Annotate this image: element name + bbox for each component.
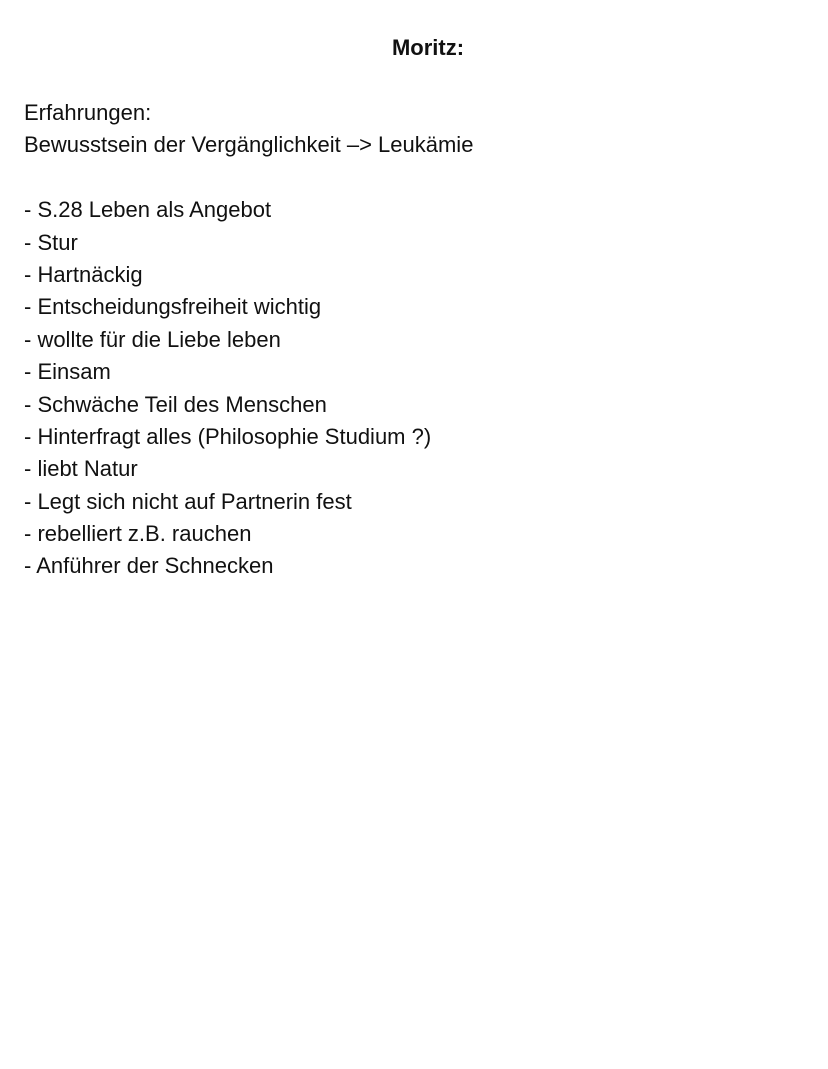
list-item: - Hinterfragt alles (Philosophie Studium ?) (24, 423, 432, 449)
list-item: - Stur (24, 229, 78, 255)
list-item: - Legt sich nicht auf Partnerin fest (24, 488, 352, 514)
section-line: Bewusstsein der Vergänglichkeit –> Leukämie (24, 132, 474, 158)
list-item: - Schwäche Teil des Menschen (24, 391, 327, 417)
list-item: - rebelliert z.B. rauchen (24, 521, 252, 547)
list-item: - wollte für die Liebe leben (24, 326, 281, 352)
list-item: - Einsam (24, 359, 111, 385)
list-item: - liebt Natur (24, 456, 138, 482)
page-title: Moritz: (391, 35, 465, 60)
document-body (24, 97, 814, 583)
trait-list (24, 194, 814, 583)
blank-line (24, 162, 814, 194)
list-item: - Anführer der Schnecken (24, 553, 274, 579)
list-item: - Entscheidungsfreiheit wichtig (24, 294, 322, 320)
list-item: - S.28 Leben als Angebot (24, 197, 272, 223)
section-heading: Erfahrungen: (24, 100, 152, 125)
list-item: - Hartnäckig (24, 261, 143, 287)
